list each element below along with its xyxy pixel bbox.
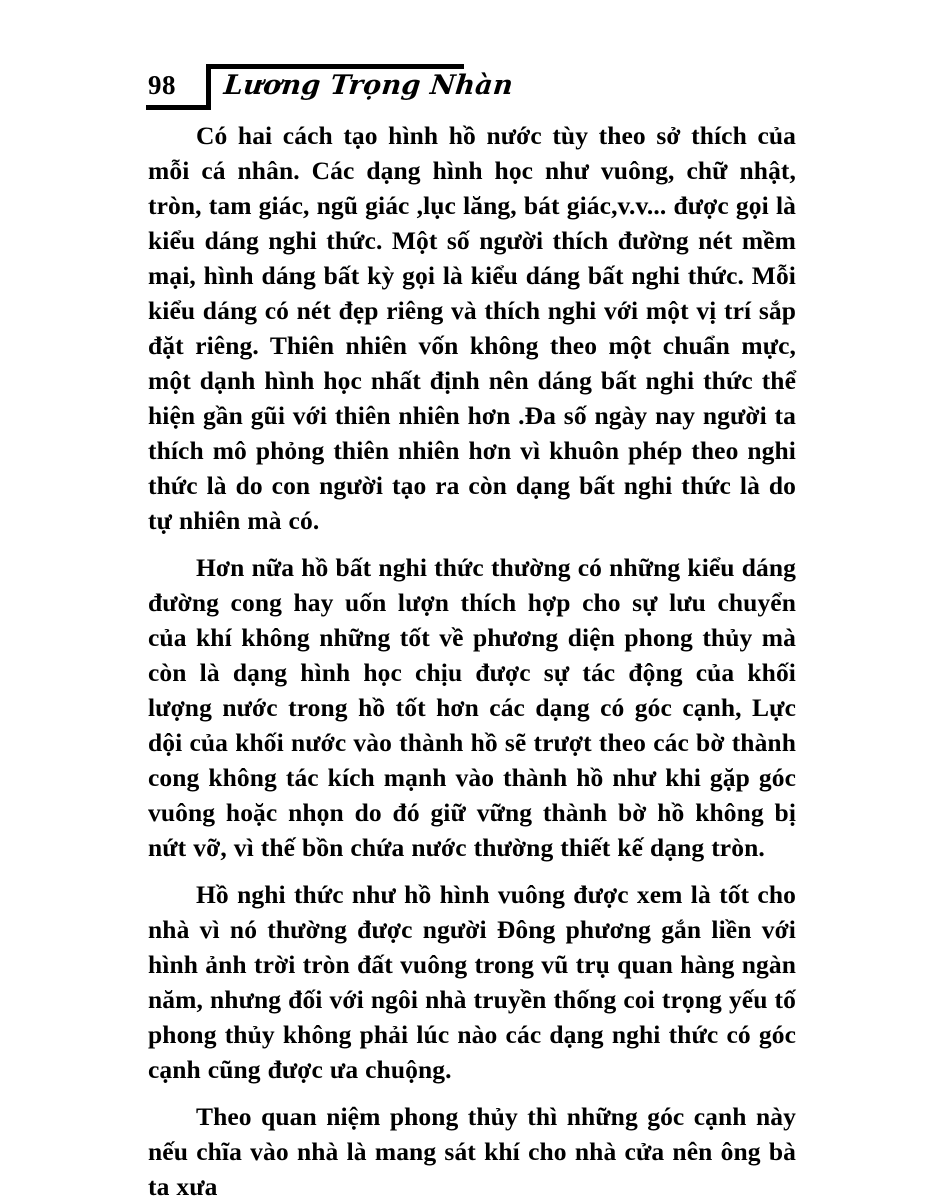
paragraph: Có hai cách tạo hình hồ nước tùy theo sở thích của mỗi cá nhân. Các dạng hình học như vuông, chữ nhật, tròn, tam giác, ngũ giác ,lục lăng, bát giác,v.v... được gọi là kiểu dáng nghi thức. Một số người thích đường nét mềm mại, hình dáng bất kỳ gọi là kiểu dáng bất nghi thức. Mỗi kiểu dáng có nét đẹp riêng và thích nghi với một vị trí sắp đặt riêng. Thiên nhiên vốn không theo một chuẩn mực, một dạnh hình học nhất định nên dáng bất nghi thức thể hiện gần gũi với thiên nhiên hơn .Đa số ngày nay người ta thích mô phỏng thiên nhiên hơn vì khuôn phép theo nghi thức là do con người tạo ra còn dạng bất nghi thức là do tự nhiên mà có. [148, 121, 796, 535]
paragraph: Hơn nữa hồ bất nghi thức thường có những kiểu dáng đường cong hay uốn lượn thích hợp cho sự lưu chuyển của khí không những tốt về phương diện phong thủy mà còn là dạng hình học chịu được sự tác động của khối lượng nước trong hồ tốt hơn các dạng có góc cạnh, Lực dội của khối nước vào thành hồ sẽ trượt theo các bờ thành cong không tác kích mạnh vào thành hồ như khi gặp góc vuông hoặc nhọn do đó giữ vững thành bờ hồ không bị nứt vỡ, vì thế bồn chứa nước thường thiết kế dạng tròn. [148, 553, 796, 862]
page-body-text [148, 118, 796, 1200]
header-underline-rule [146, 105, 210, 110]
header-top-rule [206, 64, 464, 69]
header-vertical-rule [206, 64, 211, 110]
running-header [148, 60, 768, 112]
paragraph: Theo quan niệm phong thủy thì những góc cạnh này nếu chĩa vào nhà là mang sát khí cho nhà cửa nên ông bà ta xưa [148, 1102, 796, 1200]
running-header-author: Lương Trọng Nhàn [222, 70, 515, 101]
page-number: 98 [148, 70, 176, 100]
paragraph: Hồ nghi thức như hồ hình vuông được xem là tốt cho nhà vì nó thường được người Đông phương gắn liền với hình ảnh trời tròn đất vuông trong vũ trụ quan hàng ngàn năm, nhưng đối với ngôi nhà truyền thống coi trọng yếu tố phong thủy không phải lúc nào các dạng nghi thức có góc cạnh cũng được ưa chuộng. [148, 880, 796, 1084]
